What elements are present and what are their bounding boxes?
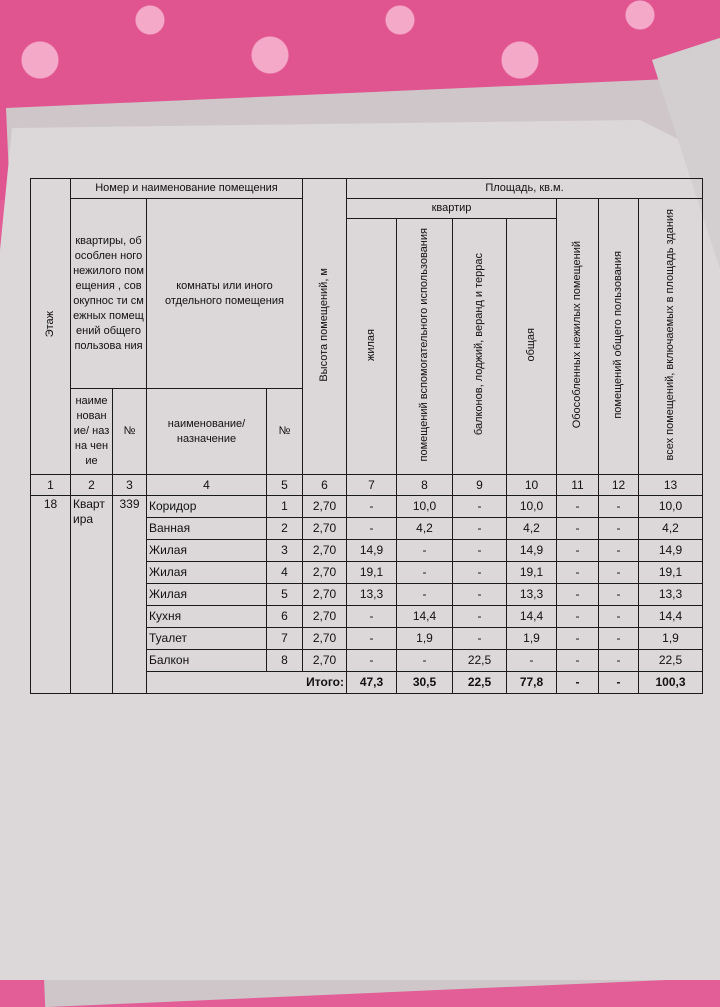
room-separate: - <box>557 518 599 540</box>
apartment-name: Квартира <box>71 496 113 694</box>
room-aux: - <box>397 540 453 562</box>
column-number: 9 <box>453 475 507 496</box>
room-living: 19,1 <box>347 562 397 584</box>
room-all: 14,9 <box>639 540 703 562</box>
header-kvartir: квартир <box>347 199 557 219</box>
room-common: - <box>599 496 639 518</box>
room-common: - <box>599 628 639 650</box>
room-living: - <box>347 606 397 628</box>
room-separate: - <box>557 540 599 562</box>
total-aux: 30,5 <box>397 672 453 694</box>
room-balcony: - <box>453 496 507 518</box>
room-balcony: - <box>453 540 507 562</box>
room-name: Кухня <box>147 606 267 628</box>
column-number: 6 <box>303 475 347 496</box>
room-balcony: - <box>453 606 507 628</box>
room-all: 14,4 <box>639 606 703 628</box>
room-no: 7 <box>267 628 303 650</box>
column-number: 13 <box>639 475 703 496</box>
room-separate: - <box>557 562 599 584</box>
total-living: 47,3 <box>347 672 397 694</box>
room-common: - <box>599 518 639 540</box>
room-separate: - <box>557 650 599 672</box>
room-aux: 14,4 <box>397 606 453 628</box>
header-room-number-name: Номер и наименование помещения <box>71 179 303 199</box>
header-apartment-no: № <box>113 389 147 475</box>
room-common: - <box>599 540 639 562</box>
room-name: Жилая <box>147 562 267 584</box>
room-name: Жилая <box>147 540 267 562</box>
room-separate: - <box>557 496 599 518</box>
room-no: 2 <box>267 518 303 540</box>
room-all: 19,1 <box>639 562 703 584</box>
room-aux: 10,0 <box>397 496 453 518</box>
room-height: 2,70 <box>303 540 347 562</box>
header-room-name: наименование/ назначение <box>147 389 267 475</box>
total-common: - <box>599 672 639 694</box>
column-number: 7 <box>347 475 397 496</box>
room-living: 13,3 <box>347 584 397 606</box>
column-number: 1 <box>31 475 71 496</box>
room-all: 13,3 <box>639 584 703 606</box>
room-aux: - <box>397 650 453 672</box>
column-number: 12 <box>599 475 639 496</box>
room-no: 5 <box>267 584 303 606</box>
room-name: Коридор <box>147 496 267 518</box>
room-name: Жилая <box>147 584 267 606</box>
totals-label: Итого: <box>147 672 347 694</box>
room-no: 4 <box>267 562 303 584</box>
room-name: Туалет <box>147 628 267 650</box>
room-total: 1,9 <box>507 628 557 650</box>
column-number: 3 <box>113 475 147 496</box>
header-height: Высота помещений, м <box>303 179 347 475</box>
total-all: 100,3 <box>639 672 703 694</box>
room-aux: 1,9 <box>397 628 453 650</box>
total-separate: - <box>557 672 599 694</box>
header-all-rooms: всех помещений, включаемых в площадь здания <box>639 199 703 475</box>
room-separate: - <box>557 584 599 606</box>
area-table <box>30 178 703 694</box>
room-no: 8 <box>267 650 303 672</box>
header-room-group: комнаты или иного отдельного помещения <box>147 199 303 389</box>
total-balcony: 22,5 <box>453 672 507 694</box>
room-balcony: 22,5 <box>453 650 507 672</box>
room-height: 2,70 <box>303 584 347 606</box>
room-no: 1 <box>267 496 303 518</box>
room-total: 19,1 <box>507 562 557 584</box>
header-separate-nonres: Обособленных нежилых помещений <box>557 199 599 475</box>
room-total: 10,0 <box>507 496 557 518</box>
room-balcony: - <box>453 584 507 606</box>
column-number-row <box>31 475 703 496</box>
header-apartment-name: наиме нован ие/ назна чение <box>71 389 113 475</box>
room-separate: - <box>557 606 599 628</box>
apartment-number: 339 <box>113 496 147 694</box>
room-aux: - <box>397 562 453 584</box>
room-total: 14,4 <box>507 606 557 628</box>
room-total: 4,2 <box>507 518 557 540</box>
room-total: 14,9 <box>507 540 557 562</box>
room-balcony: - <box>453 518 507 540</box>
room-all: 10,0 <box>639 496 703 518</box>
room-total: 13,3 <box>507 584 557 606</box>
header-apartment-group: квартиры, обособлен ного нежилого помещения , совокупнос ти смежных помещений общего пользова ния <box>71 199 147 389</box>
column-number: 10 <box>507 475 557 496</box>
room-no: 3 <box>267 540 303 562</box>
header-floor: Этаж <box>31 179 71 475</box>
room-common: - <box>599 584 639 606</box>
column-number: 4 <box>147 475 267 496</box>
header-balconies: балконов, лоджий, веранд и террас <box>453 219 507 475</box>
room-living: 14,9 <box>347 540 397 562</box>
room-name: Ванная <box>147 518 267 540</box>
room-aux: 4,2 <box>397 518 453 540</box>
room-living: - <box>347 518 397 540</box>
room-height: 2,70 <box>303 628 347 650</box>
room-no: 6 <box>267 606 303 628</box>
header-auxiliary: помещений вспомогательного использования <box>397 219 453 475</box>
room-balcony: - <box>453 628 507 650</box>
column-number: 8 <box>397 475 453 496</box>
room-balcony: - <box>453 562 507 584</box>
room-common: - <box>599 650 639 672</box>
room-living: - <box>347 496 397 518</box>
column-number: 2 <box>71 475 113 496</box>
room-height: 2,70 <box>303 496 347 518</box>
room-all: 4,2 <box>639 518 703 540</box>
room-total: - <box>507 650 557 672</box>
room-separate: - <box>557 628 599 650</box>
room-living: - <box>347 628 397 650</box>
room-height: 2,70 <box>303 518 347 540</box>
room-common: - <box>599 562 639 584</box>
total-total: 77,8 <box>507 672 557 694</box>
room-aux: - <box>397 584 453 606</box>
column-number: 11 <box>557 475 599 496</box>
room-height: 2,70 <box>303 650 347 672</box>
room-height: 2,70 <box>303 562 347 584</box>
room-all: 1,9 <box>639 628 703 650</box>
header-total: общая <box>507 219 557 475</box>
room-living: - <box>347 650 397 672</box>
column-number: 5 <box>267 475 303 496</box>
room-name: Балкон <box>147 650 267 672</box>
header-area: Площадь, кв.м. <box>347 179 703 199</box>
header-living: жилая <box>347 219 397 475</box>
room-common: - <box>599 606 639 628</box>
header-room-no: № <box>267 389 303 475</box>
room-height: 2,70 <box>303 606 347 628</box>
table-row <box>31 496 703 518</box>
room-all: 22,5 <box>639 650 703 672</box>
header-common-use: помещений общего пользования <box>599 199 639 475</box>
floor-value: 18 <box>31 496 71 694</box>
